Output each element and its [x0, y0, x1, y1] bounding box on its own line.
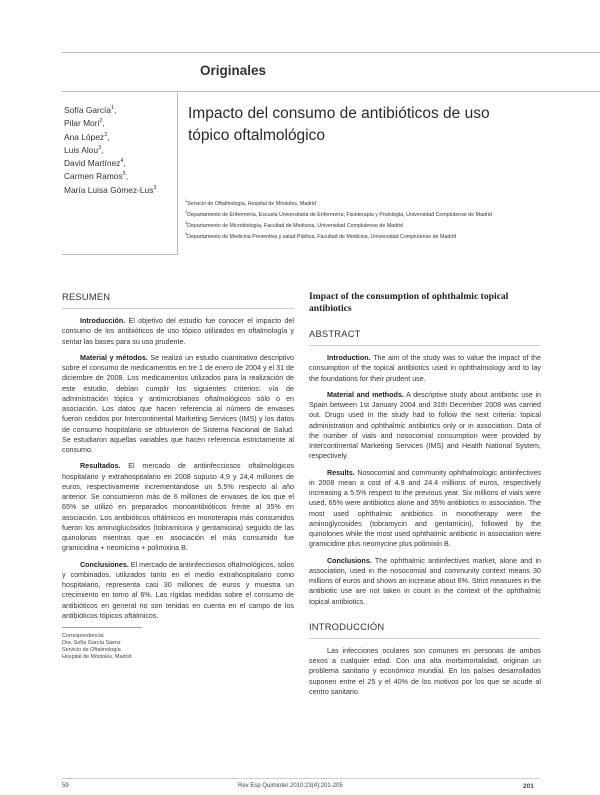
introduccion-body: Las infecciones oculares son comunes en personas de ambos sexos a cualquier edad. Con una alta morbimortalidad, originan un problema sanitario y económico mundial. En los países desarrollados suponen entre el 25 y el 40% de los motivos por los que se acude al centro sanitario. — [309, 646, 541, 696]
author: María Luisa Gómez-Lus$^3$ — [64, 184, 157, 195]
author: Luis Alou$^3$, — [64, 144, 104, 155]
author: Carmen Ramos$^5$, — [64, 171, 129, 182]
resumen-column — [62, 291, 294, 661]
resumen-methods: Material y métodos. Se realizó un estudio cuantitativo descriptivo sobre el consumo de medicamentos en tre 1 de enero de 2004 y el 31 de diciembre de 2008. Los medicamentos utilizados para la realización de este estudio, debían cumplir los siguientes criterios: vía de administración tópica y antimicrobianos oftalmológicos sólo o en asociación. Los datos que hacen referencia al número de envases fueron cedidos por Intercontinental Marketing Services (IMS) y los datos de consumo hospitalario se obtuvieron de Sistema Nacional de Salud. Se estudiaron aquellas variables que hacen referencia estrictamente al consumo. — [62, 353, 294, 454]
resumen-intro: Introducción. El objetivo del estudio fue conocer el impacto del consumo de los antibióticos de uso tópico utilizados en oftalmología y sentar las bases para su uso prudente. — [62, 317, 294, 346]
author: David Martínez$^4$, — [64, 157, 126, 168]
affiliation-list — [185, 197, 595, 241]
resumen-heading: RESUMEN — [62, 291, 294, 309]
abstract-column — [309, 291, 541, 703]
abstract-heading: ABSTRACT — [309, 328, 541, 346]
correspondence-block: Correspondencia: Dra. Sofía García Sáenz Servicio de Oftalmología Hospital de Móstoles, Madrid — [62, 633, 132, 660]
english-title: Impact of the consumption of ophthalmic topical antibiotics — [309, 291, 509, 314]
author: Ana López$^3$, — [64, 131, 110, 142]
abstract-methods: Material and methods. A descriptive study about antibiotic use in Spain between 1st January 2004 and 31th December 2008 was carried out. Drugs used in the study had to follow the next criteria: topical administration and ophthalmic antibiotics only or in association. Data of the number of vials and nosocomial consumption were provided by Intercontinental Marketing Services (IMS) and Health National System, respectively. — [309, 390, 542, 461]
introduccion-heading: INTRODUCCIÓN — [309, 621, 541, 639]
correspondence-divider — [62, 627, 142, 628]
footer-divider — [62, 778, 540, 779]
affiliation: $^2$Departamento de Enfermería, Escuela Universitaria de Enfermería, Fisioterapia y Podología, Universidad Complutense de Madrid — [185, 209, 492, 218]
abstract-intro: Introduction. The aim of the study was to value the impact of the consumption of the topical antibiotics used in ophthalmology and to lay the foundations for their prudent use. — [309, 354, 541, 383]
divider-vertical — [177, 92, 178, 254]
author: Pilar Mori$^2$, — [64, 118, 105, 129]
author: Sofía García$^1$, — [64, 104, 117, 115]
affiliation: $^1$Servicio de Oftalmología, Hospital de Móstoles, Madrid — [185, 199, 317, 207]
footer-page-right: 201 — [523, 783, 534, 790]
footer-page-left: 59 — [62, 783, 69, 789]
abstract-conclusions: Conclusions. The ophthalmic antiinfectives market, alone and in association, used in the nosocomial and community context means 30 millions of euros and shows an increase about 6%. Strict measures in the antibiotic use are not taken in count in the context of the ophthalmic topical antibiotics. — [309, 556, 541, 606]
resumen-results: Resultados. El mercado de antiinfecciosos oftalmológicos hospitalario y extrahospitalario en 2008 supuso 4,9 y 24,4 millones de euros, respectivamente incrementándose un 5,5% respecto al año anterior. Se consumieron más de 6 millones de envases de los que el 65% se utilizó en preparados monoantibióticos frente al 35% en asociación. Los antibióticos oftálmicos en monoterapia más consumidos fueron los aminoglucósidos (tobramicina y gentamicina) seguido de las quinolonas mientras que en asociación el más consumido fue gramicidina + neomicina + polimixina B. — [62, 462, 294, 553]
footer-journal: Rev Esp Quimioter 2010;23(4):201-205 — [238, 783, 343, 789]
affiliation: $^3$Departamento de Microbiología, Facultad de Medicina, Universidad Complutense de Madrid — [185, 220, 403, 229]
divider-horizontal — [62, 254, 178, 255]
affiliation: $^4$Departamento de Medicina Preventiva y salud Pública, Facultad de Medicina, Universidad Complutense de Madrid — [185, 231, 457, 240]
article-title: Impacto del consumo de antibióticos de uso tópico oftalmológico — [188, 105, 490, 144]
section-header — [62, 52, 600, 92]
abstract-results: Results. Nosocomial and community ophthalmologic antiinfectives in 2008 mean a cost of 4.9 and 24.4 millions of euros, respectively increasing a 5.5% respect to the previous year. Six millions of vials were used, 65% were antibiotics alone and 35% antibiotics in association. The most used ophthalmic antibiotics in monotherapy were the aminoglycosides (tobramycin and gentamicin), followed by the quinolones while the most used ophthalmic antibiotic in association were gramicidine plus neomycine plus polimixin B. — [309, 468, 541, 549]
section-title: Originales — [200, 63, 267, 78]
resumen-conclusions: Conclusiones. El mercado de antiinfecciosos oftalmológicos, solos y combinados, utilizados tanto en el medio extrahospitalario como hospitalario, representa casi 30 millones de euros y muestra un crecimiento en torno al 6%. Las rígidas medidas sobre el consumo de antibióticos en general no son tenidas en cuenta en el campo de los antibióticos tópicos oftálmicos. — [62, 560, 294, 620]
author-list — [64, 103, 176, 196]
